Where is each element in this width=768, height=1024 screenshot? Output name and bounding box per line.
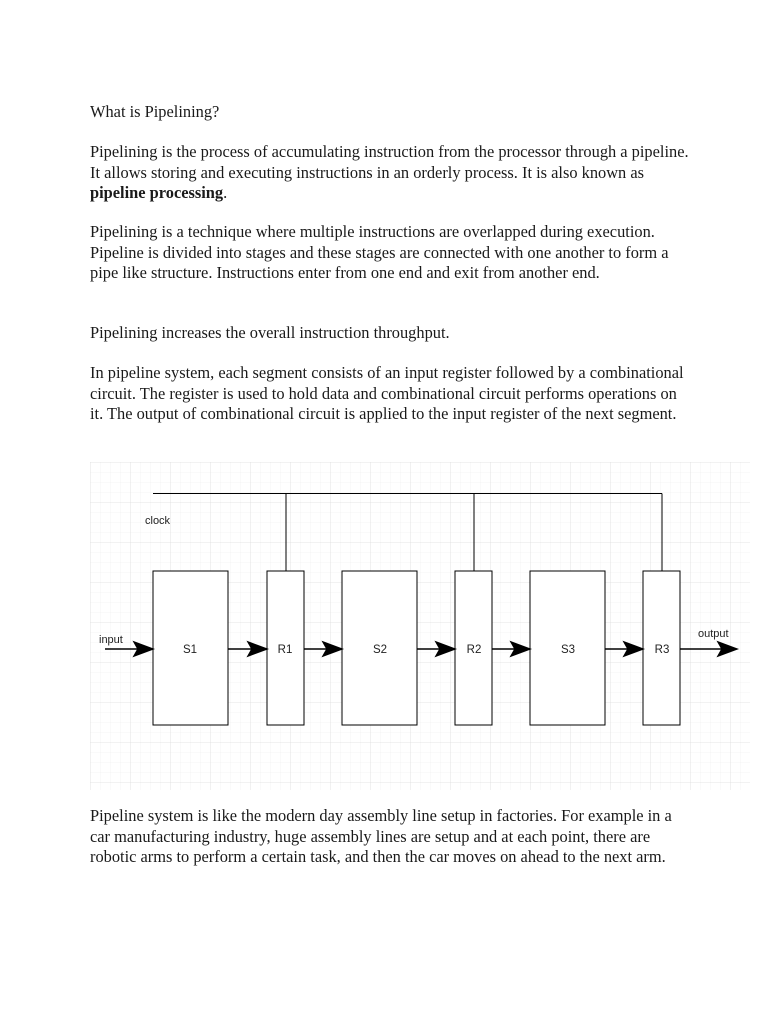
paragraph-definition-end: . (223, 183, 228, 202)
paragraph-segment: In pipeline system, each segment consists of an input register followed by a combinational circuit. The register is used to hold data and combinational circuit performs operations on it. The output of combinational circuit is applied to the input register of the next segment. (90, 363, 684, 423)
paragraph-assembly-line: Pipeline system is like the modern day assembly line setup in factories. For example in a car manufacturing industry, huge assembly lines are setup and at each point, there are robotic arms to perform a certain task, and then the car moves on ahead to the next arm. (90, 806, 672, 866)
document-title: What is Pipelining? (90, 102, 220, 121)
register-label-r1: R1 (277, 644, 293, 656)
pipeline-diagram-svg (90, 462, 750, 790)
paragraph-definition-text: Pipelining is the process of accumulating instruction from the processor through a pipeline. It allows storing and executing instructions in an orderly process. It is also known as (90, 142, 689, 182)
clock-label: clock (145, 515, 171, 527)
bold-term: pipeline processing (90, 183, 224, 202)
paragraph-definition (90, 142, 690, 204)
stage-label-s3: S3 (560, 644, 576, 656)
pipeline-diagram (90, 462, 750, 790)
paragraph-technique: Pipelining is a technique where multiple instructions are overlapped during execution. Pipeline is divided into stages and these stages are connected with one another to form a pipe like structure. Instructions enter from one end and exit from another end. (90, 222, 669, 282)
paragraph-throughput: Pipelining increases the overall instruction throughput. (90, 323, 450, 342)
input-label: input (99, 634, 123, 646)
register-label-r3: R3 (654, 644, 670, 656)
output-label: output (698, 628, 729, 640)
stage-label-s1: S1 (182, 644, 198, 656)
register-label-r2: R2 (466, 644, 482, 656)
stage-label-s2: S2 (372, 644, 388, 656)
